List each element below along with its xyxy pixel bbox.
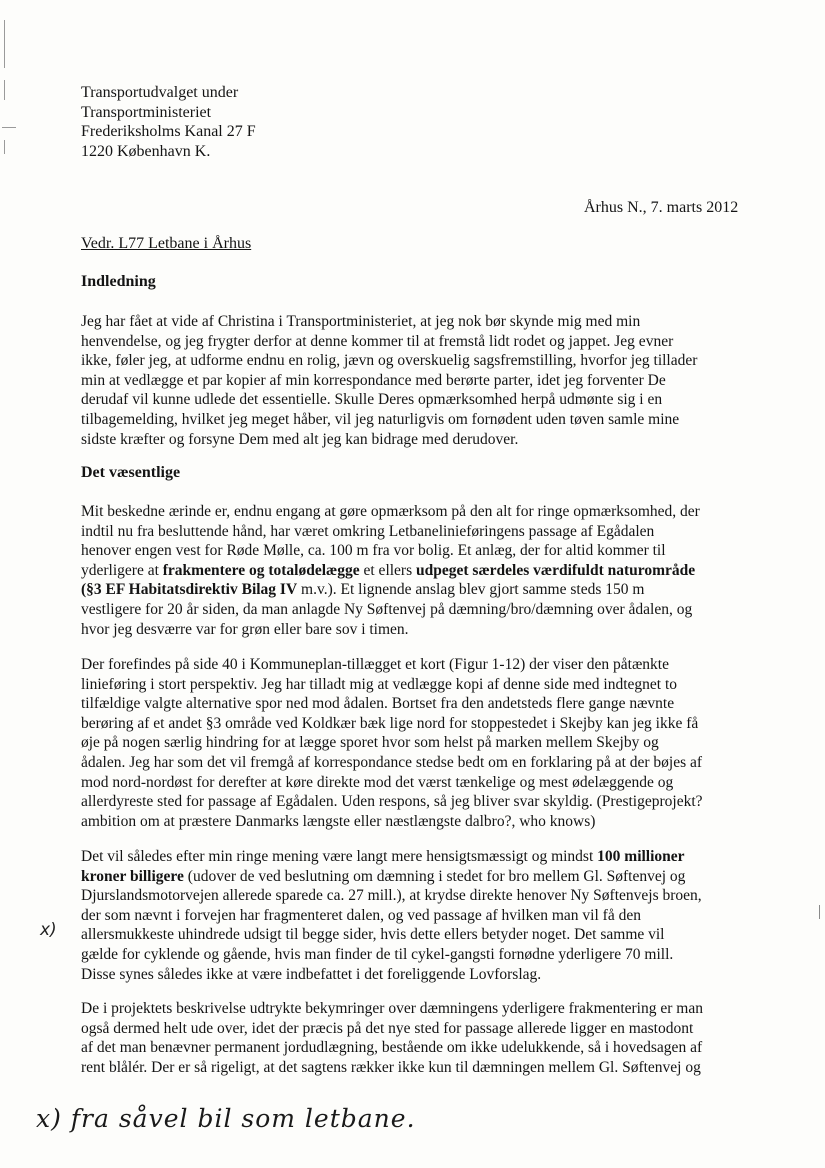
paragraph-map — [81, 655, 761, 831]
text-line: indtil nu fra besluttende hånd, har været omkring Letbanelinieføringens passage af Egådalen — [81, 522, 655, 540]
subject-line: Vedr. L77 Letbane i Århus — [81, 235, 252, 252]
text-run: (udover de ved beslutning om dæmning i stedet for bro mellem Gl. Søftenvej og — [183, 867, 686, 885]
text-line: øje på nogen særlig hindring for at lægge sporet hvor som helst på marken mellem Skejby og — [81, 734, 659, 752]
paragraph-main — [81, 502, 761, 639]
text-line: henover engen vest for Røde Mølle, ca. 100 m fra vor bolig. Et anlæg, der for altid kommer til — [81, 542, 666, 560]
letter-date: Århus N., 7. marts 2012 — [584, 199, 739, 216]
text-line: linieføring i stort perspektiv. Jeg har tilladt mig at vedlægge kopi af denne side med indtegnet to — [81, 675, 678, 693]
address-line: 1220 København K. — [81, 142, 211, 160]
text-run: yderligere at — [81, 561, 163, 579]
text-run: m.v.). Et lignende anslag blev gjort samme steds 150 m — [297, 581, 645, 599]
handwritten-footnote: x) fra såvel bil som letbane. — [36, 1104, 416, 1133]
text-run-bold: frakmentere og totalødelægge — [162, 561, 360, 579]
text-run: et ellers — [359, 561, 417, 579]
text-line — [81, 561, 761, 581]
text-line: hvor jeg desværre var for grøn eller bare sov i timen. — [81, 620, 409, 638]
text-line — [81, 867, 761, 887]
text-line: sidste kræfter og forsyne Dem med alt jeg kan bidrage med derudover. — [81, 430, 519, 448]
address-line: Transportministeriet — [81, 103, 212, 121]
text-line: tilfældige valgte alternative spor ned mod ådalen. Bortset fra den andetsteds flere gange nævnte — [81, 695, 675, 713]
text-line: min at vedlægge et par kopier af min korrespondance med berørte parter, idet jeg forventer De — [81, 371, 666, 389]
text-line: Der forefindes på side 40 i Kommuneplan-tillægget et kort (Figur 1-12) der viser den påtænkte — [81, 656, 669, 673]
section-heading-main: Det væsentlige — [81, 464, 181, 481]
text-line: derudaf vil kunne udlede det essentielle. Skulle Deres opmærksomhed herpå udmønte sig i en — [81, 391, 663, 409]
text-run: Det vil således efter min ringe mening være langt mere hensigtsmæssigt og mindst — [81, 848, 598, 865]
text-line: Djurslandsmotorvejen allerede sparede ca. 27 mill.), at krydse direkte henover Ny Søftenvejs broen, — [81, 887, 702, 905]
text-line: vestligere for 20 år siden, da man anlagde Ny Søftenvej på dæmning/bro/dæmning over ådalen, og — [81, 600, 693, 618]
text-line: allersmukkeste uhindrede udsigt til begge sider, hvis dette ellers betyder noget. Det samme vil — [81, 926, 665, 944]
text-run-bold: udpeget særdeles værdifuldt naturområde — [416, 561, 696, 579]
address-line: Frederiksholms Kanal 27 F — [81, 123, 256, 140]
text-line — [81, 847, 761, 867]
text-line: også dermed helt ude over, idet der præcis på det nye sted for passage allerede ligger en mastodont — [81, 1019, 694, 1037]
scan-edge-line — [4, 140, 5, 154]
paragraph-intro — [81, 312, 761, 449]
text-line: af det man benævner permanent jordudlægning, bestående om ikke udelukkende, så i hovedsagen af — [81, 1039, 703, 1057]
text-line: Jeg har fået at vide af Christina i Transportministeriet, at jeg nok bør skynde mig med min — [81, 313, 641, 330]
text-line: berøring af et andet §3 område ved Koldkær bæk lige nord for stoppestedet i Skejby kan jeg ikke få — [81, 714, 699, 732]
text-line: gælde for cyklende og gående, hvis man finder de til cykel-gangsti fornødne yderligere 70 mill. — [81, 945, 674, 963]
text-line: der som nævnt i forvejen har fragmenteret dalen, og ved passage af hvilken man vil få den — [81, 906, 641, 924]
text-line: ambition om at præstere Danmarks længste eller næstlængste dalbro?, who knows) — [81, 812, 596, 830]
paragraph-fragmentation — [81, 999, 761, 1077]
scan-edge-line — [819, 905, 820, 919]
recipient-address — [81, 83, 256, 161]
text-line: allerdyreste sted for passage af Egådalen. Uden respons, så jeg bliver svar skyldig. (Prestigeprojekt? — [81, 793, 703, 811]
text-line — [81, 580, 761, 600]
text-run-bold: 100 millioner — [597, 848, 685, 865]
text-line: De i projektets beskrivelse udtrykte bekymringer over dæmningens yderligere frakmentering er man — [81, 1000, 703, 1017]
text-run-bold: kroner billigere — [81, 867, 184, 885]
text-line: tilbagemelding, hvilket jeg meget håber, vil jeg naturligvis om fornødent uden tøven samle mine — [81, 410, 680, 428]
scan-edge-line — [4, 20, 5, 68]
handwritten-margin-mark: x) — [40, 920, 57, 940]
text-line: mod nord-nordøst for derefter at køre direkte mod det værst tænkelige og mest ødelæggende og — [81, 773, 674, 791]
scan-edge-line — [4, 80, 5, 100]
text-line: rent blålér. Der er så rigeligt, at det sagtens rækker ikke kun til dæmningen mellem Gl. Søftenvej og — [81, 1058, 701, 1076]
paragraph-cost — [81, 847, 761, 984]
text-line: Mit beskedne ærinde er, endnu engang at gøre opmærksom på den alt for ringe opmærksomhed, der — [81, 503, 700, 520]
scan-edge-tick — [2, 127, 16, 128]
text-line: Disse synes således ikke at være indbefattet i det foreliggende Lovforslag. — [81, 965, 542, 983]
text-line: henvendelse, og jeg frygter derfor at denne kommer til at fremstå lidt rodet og jappet. Jeg evner — [81, 332, 674, 350]
text-line: ådalen. Jeg har som det vil fremgå af korrespondance stedse bedt om en forklaring på at der bøjes af — [81, 753, 703, 771]
text-run-bold: (§3 EF Habitatsdirektiv Bilag IV — [81, 581, 298, 599]
address-line: Transportudvalget under — [81, 84, 239, 101]
section-heading-intro: Indledning — [81, 273, 156, 290]
text-line: ikke, føler jeg, at udforme endnu en rolig, jævn og overskuelig sagsfremstilling, hvorfor jeg tillader — [81, 352, 698, 370]
